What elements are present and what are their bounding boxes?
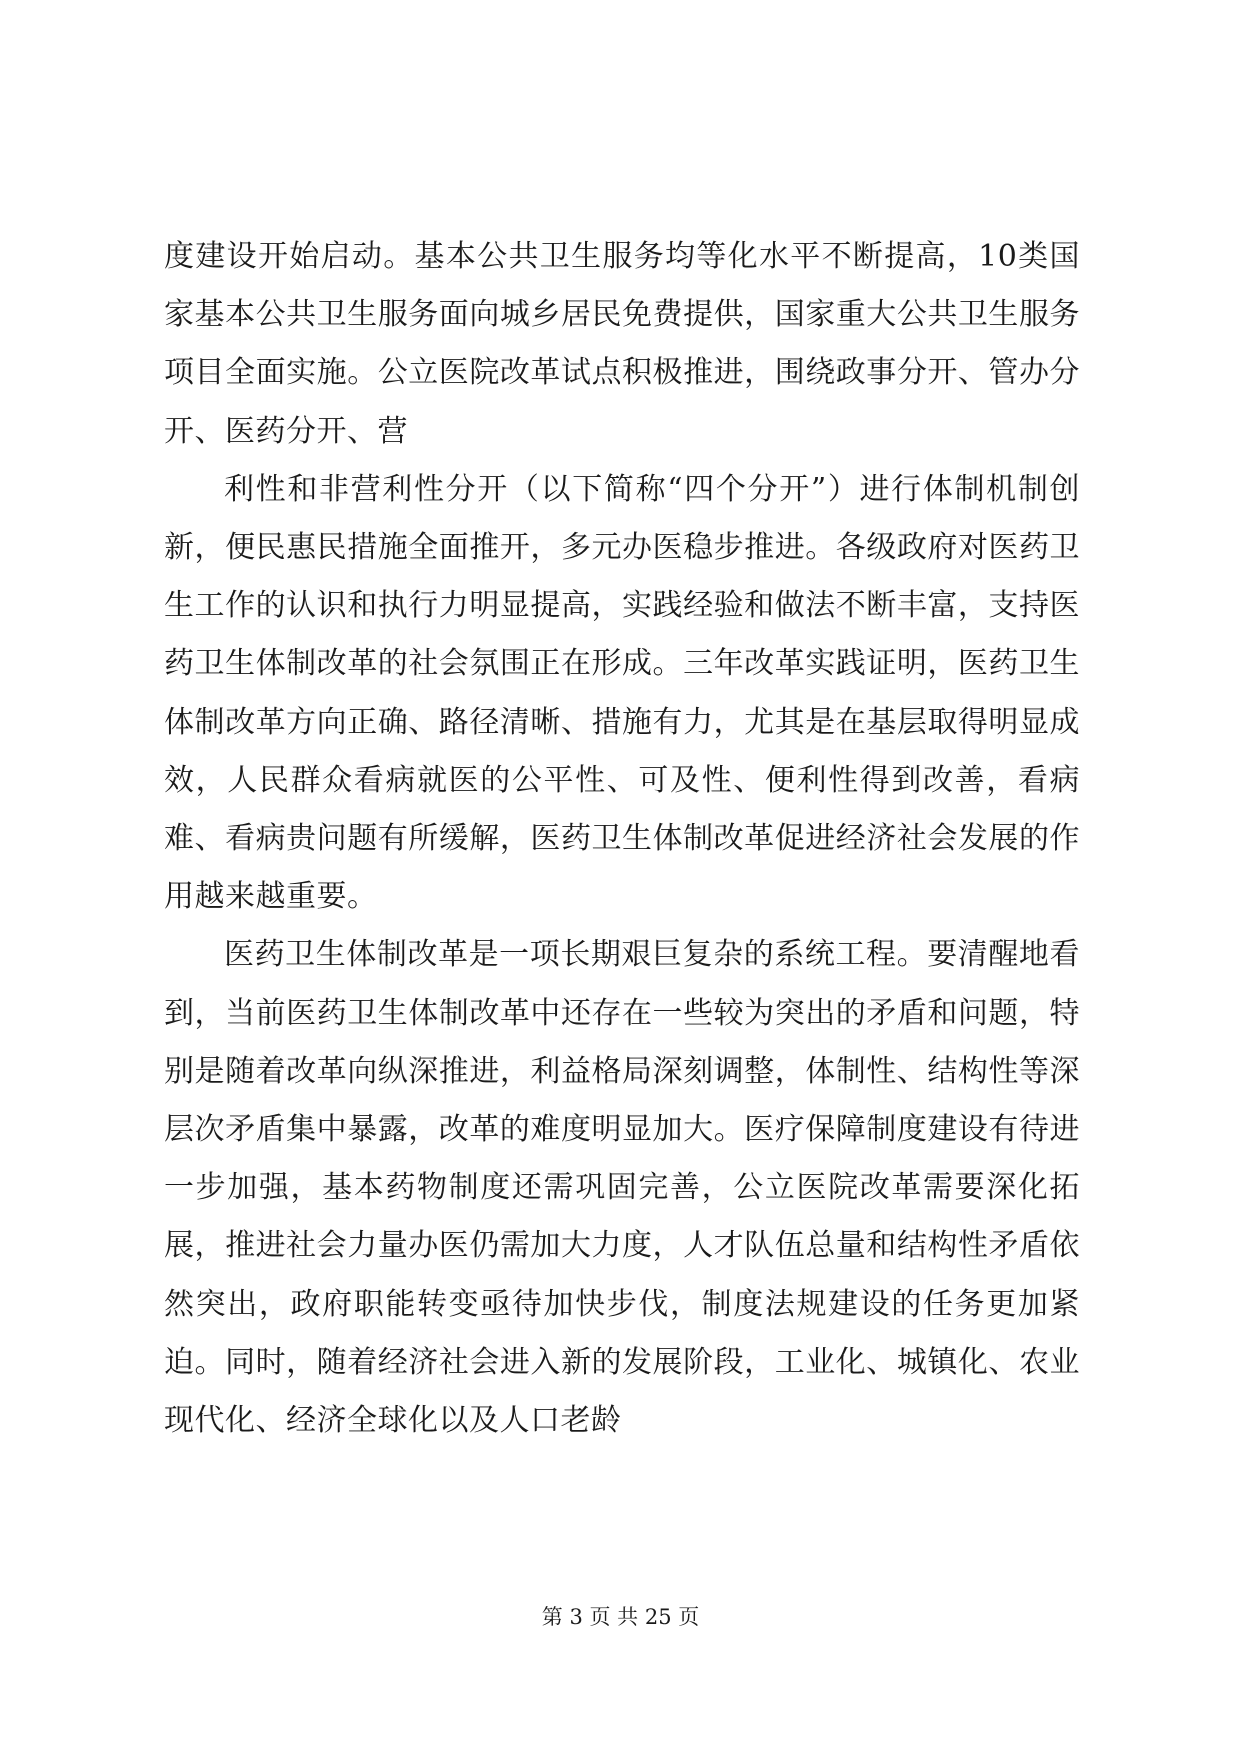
paragraph-3: 医药卫生体制改革是一项长期艰巨复杂的系统工程。要清醒地看到，当前医药卫生体制改革中还存在一些较为突出的矛盾和问题，特别是随着改革向纵深推进，利益格局深刻调整，体制性、结构性等深层次矛盾集中暴露，改革的难度明显加大。医疗保障制度建设有待进一步加强，基本药物制度还需巩固完善，公立医院改革需要深化拓展，推进社会力量办医仍需加大力度，人才队伍总量和结构性矛盾依然突出，政府职能转变亟待加快步伐，制度法规建设的任务更加紧迫。同时，随着经济社会进入新的发展阶段，工业化、城镇化、农业现代化、经济全球化以及人口老龄 <box>164 937 1080 1439</box>
page-number: 第 3 页 共 25 页 <box>541 1605 700 1629</box>
body-text <box>164 228 1080 1450</box>
page-footer <box>0 1602 1241 1632</box>
paragraph-1: 度建设开始启动。基本公共卫生服务均等化水平不断提高，10类国家基本公共卫生服务面向城乡居民免费提供，国家重大公共卫生服务项目全面实施。公立医院改革试点积极推进，围绕政事分开、管办分开、医药分开、营 <box>164 239 1080 449</box>
paragraph-2: 利性和非营利性分开（以下简称“四个分开”）进行体制机制创新，便民惠民措施全面推开，多元办医稳步推进。各级政府对医药卫生工作的认识和执行力明显提高，实践经验和做法不断丰富，支持医药卫生体制改革的社会氛围正在形成。三年改革实践证明，医药卫生体制改革方向正确、路径清晰、措施有力，尤其是在基层取得明显成效，人民群众看病就医的公平性、可及性、便利性得到改善，看病难、看病贵问题有所缓解，医药卫生体制改革促进经济社会发展的作用越来越重要。 <box>164 471 1080 915</box>
